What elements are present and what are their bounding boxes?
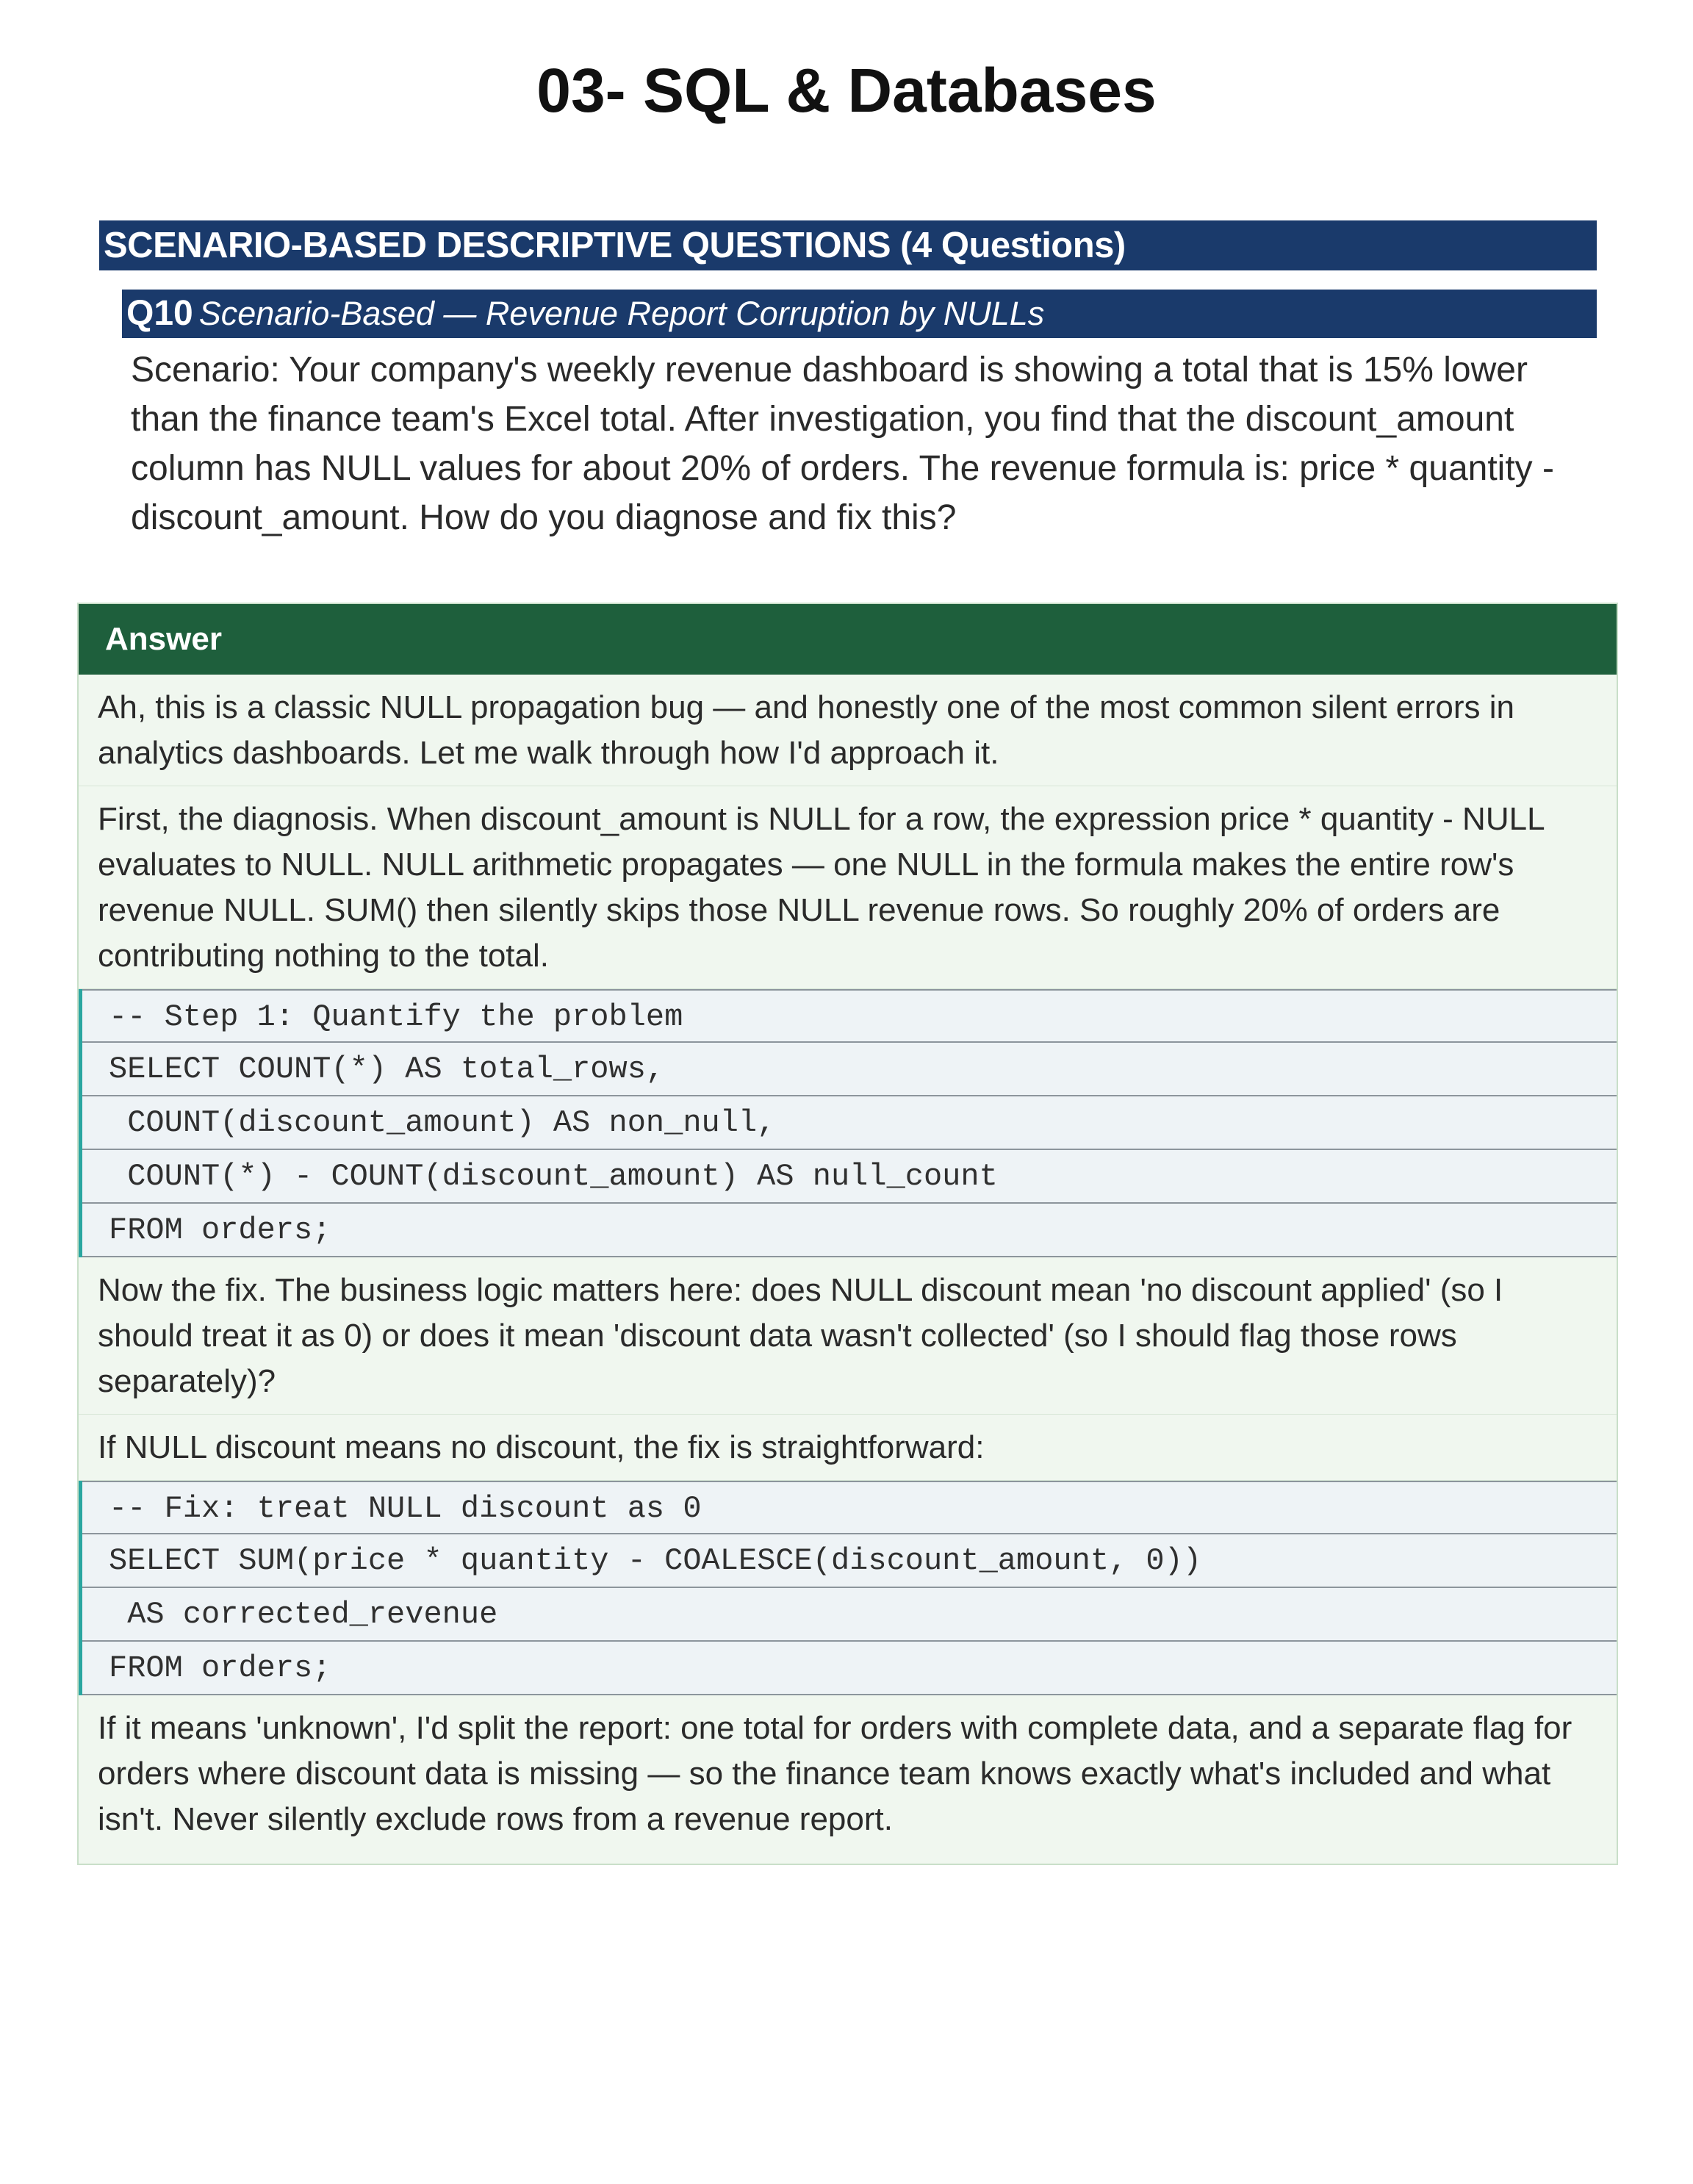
section-heading: SCENARIO-BASED DESCRIPTIVE QUESTIONS (4 Questions) — [99, 220, 1597, 270]
answer-fix-logic-paragraph: Now the fix. The business logic matters here: does NULL discount mean 'no discount applied' (so I should treat it as 0) or does it mean 'discount data wasn't collected' (so I should flag those rows separately)? — [79, 1257, 1617, 1415]
code-line: -- Fix: treat NULL discount as 0 — [82, 1481, 1617, 1534]
scenario-text: Scenario: Your company's weekly revenue dashboard is showing a total that is 15% lower than the finance team's Excel total. After investigation, you find that the discount_amount column has NULL values for about 20% of orders. The revenue formula is: price * quantity - discount_amount. How do you diagnose and fix this? — [131, 351, 1554, 537]
code-line: SELECT COUNT(*) AS total_rows, — [82, 1043, 1617, 1096]
question-number: Q10 — [126, 294, 193, 333]
answer-box — [77, 603, 1618, 1865]
code-block-fix — [79, 1481, 1617, 1695]
answer-unknown-paragraph: If it means 'unknown', I'd split the report: one total for orders with complete data, and a separate flag for orders where discount data is missing — so the finance team knows exactly what's included and what isn't. Never silently exclude rows from a revenue report. — [79, 1695, 1617, 1853]
code-block-step1 — [79, 989, 1617, 1257]
code-line: COUNT(discount_amount) AS non_null, — [82, 1096, 1617, 1150]
answer-fix-simple-paragraph: If NULL discount means no discount, the fix is straightforward: — [79, 1415, 1617, 1481]
code-line: SELECT SUM(price * quantity - COALESCE(discount_amount, 0)) — [82, 1534, 1617, 1588]
answer-intro-paragraph: Ah, this is a classic NULL propagation bug — and honestly one of the most common silent errors in analytics dashboards. Let me walk through how I'd approach it. — [79, 675, 1617, 786]
answer-header: Answer — [79, 604, 1617, 675]
question-title: Scenario-Based — Revenue Report Corruption by NULLs — [198, 295, 1045, 332]
code-line: FROM orders; — [82, 1204, 1617, 1257]
question-heading — [122, 290, 1597, 338]
code-line: COUNT(*) - COUNT(discount_amount) AS null_count — [82, 1150, 1617, 1204]
code-line: FROM orders; — [82, 1642, 1617, 1695]
page-title: 03- SQL & Databases — [536, 56, 1157, 125]
code-line: -- Step 1: Quantify the problem — [82, 989, 1617, 1043]
code-line: AS corrected_revenue — [82, 1588, 1617, 1642]
answer-diagnosis-paragraph: First, the diagnosis. When discount_amount is NULL for a row, the expression price * quantity - NULL evaluates to NULL. NULL arithmetic propagates — one NULL in the formula makes the entire row's revenue NULL. SUM() then silently skips those NULL revenue rows. So roughly 20% of orders are contributing nothing to the total. — [79, 786, 1617, 989]
